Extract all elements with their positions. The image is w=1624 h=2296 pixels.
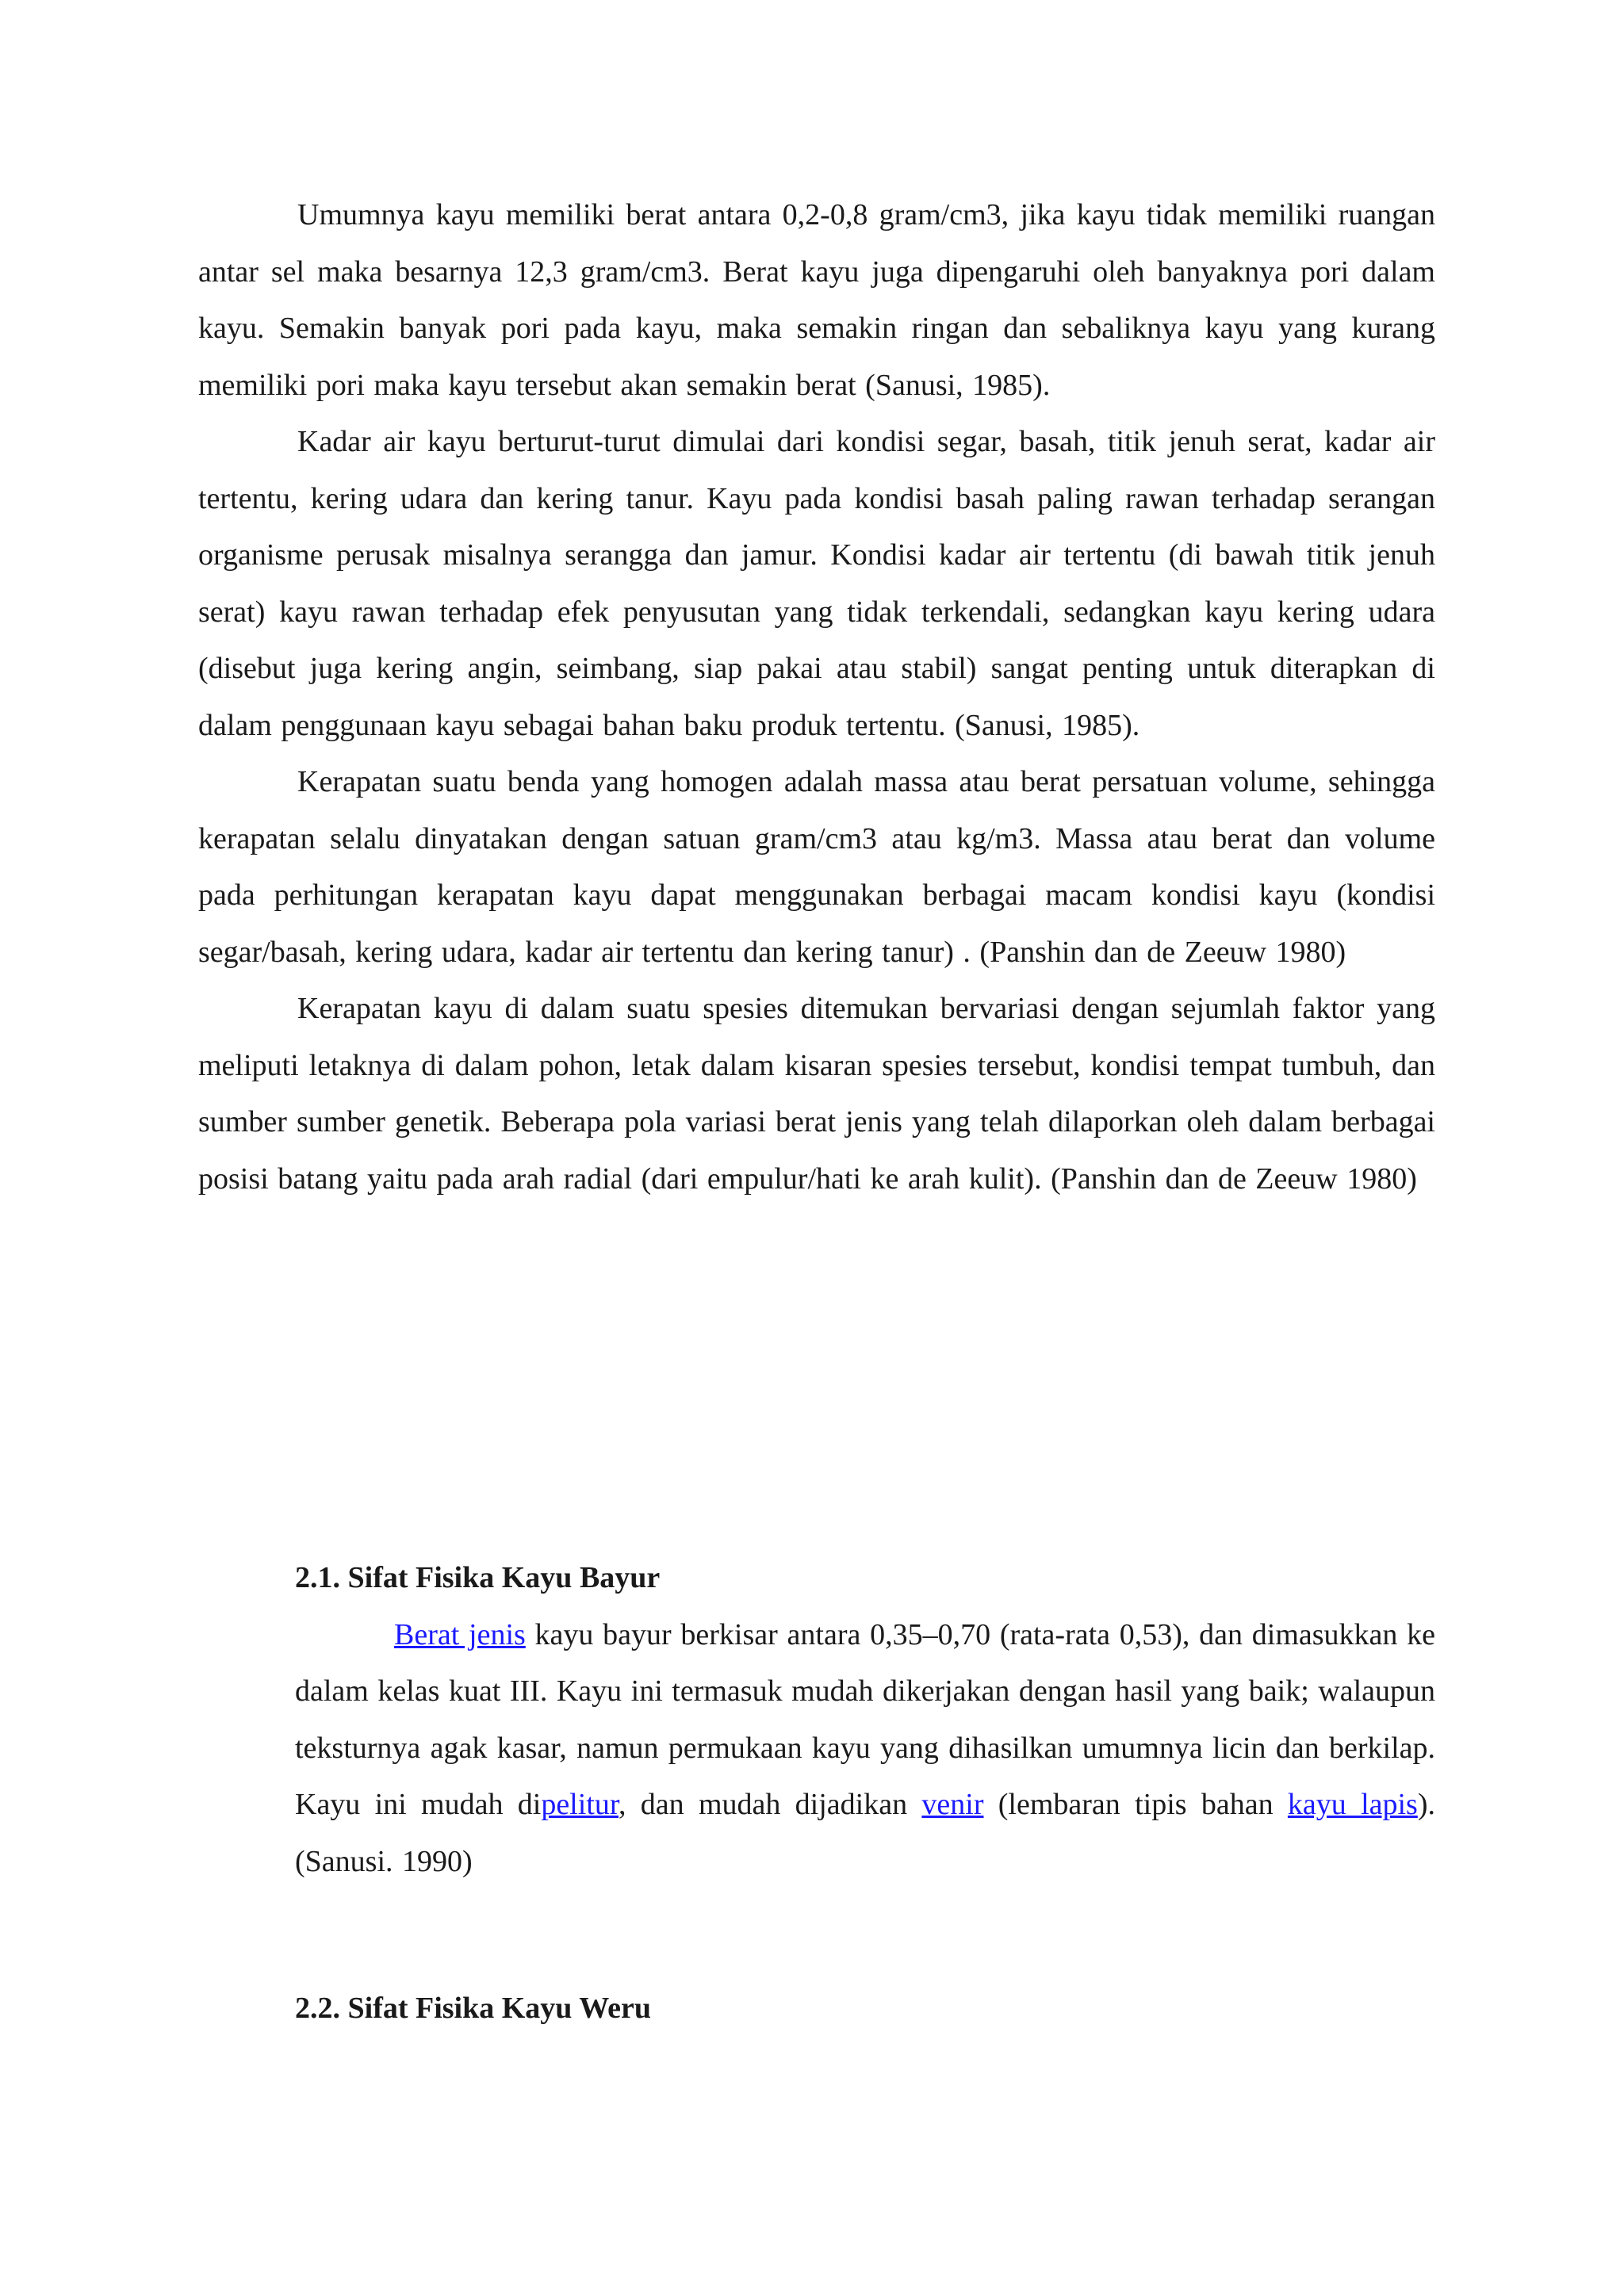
body-text-1: kayu bayur berkisar antara 0,35–0,70 (rata-rata 0,53), dan dimasukkan ke dalam kelas kuat III. Kayu ini termasuk mudah dikerjakan dengan hasil yang baik; walaupun teksturnya agak kasar, namun permukaan kayu yang dihasilkan umumnya licin dan berkilap. Kayu ini mudah di (295, 1617, 1436, 1821)
paragraph-kadar-air: Kadar air kayu berturut-turut dimulai dari kondisi segar, basah, titik jenuh serat, kadar air tertentu, kering udara dan kering tanur. Kayu pada kondisi basah paling rawan terhadap serangan organisme perusak misalnya serangga dan jamur. Kondisi kadar air tertentu (di bawah titik jenuh serat) kayu rawan terhadap efek penyusutan yang tidak terkendali, sedangkan kayu kering udara (disebut juga kering angin, seimbang, siap pakai atau stabil) sangat penting untuk diterapkan di dalam penggunaan kayu sebagai bahan baku produk tertentu. (Sanusi, 1985). (198, 425, 1435, 742)
main-text-block (198, 187, 1435, 1207)
paragraph-kerapatan-spesies: Kerapatan kayu di dalam suatu spesies ditemukan bervariasi dengan sejumlah faktor yang meliputi letaknya di dalam pohon, letak dalam kisaran spesies tersebut, kondisi tempat tumbuh, dan sumber sumber genetik. Beberapa pola variasi berat jenis yang telah dilaporkan oleh dalam berbagai posisi batang yaitu pada arah radial (dari empulur/hati ke arah kulit). (Panshin dan de Zeeuw 1980) (198, 992, 1435, 1196)
paragraph-berat-kayu: Umumnya kayu memiliki berat antara 0,2-0,8 gram/cm3, jika kayu tidak memiliki ruangan antar sel maka besarnya 12,3 gram/cm3. Berat kayu juga dipengaruhi oleh banyaknya pori dalam kayu. Semakin banyak pori pada kayu, maka semakin ringan dan sebaliknya kayu yang kurang memiliki pori maka kayu tersebut akan semakin berat (Sanusi, 1985). (198, 198, 1435, 402)
section-kayu-bayur (295, 1550, 1435, 1890)
body-text-2: , dan mudah dijadikan (618, 1788, 922, 1821)
section-body-kayu-bayur (295, 1607, 1435, 1891)
body-text-4: ). (Sanusi. 1990) (295, 1788, 1436, 1878)
link-venir[interactable]: venir (921, 1788, 984, 1821)
paragraph-kerapatan: Kerapatan suatu benda yang homogen adalah massa atau berat persatuan volume, sehingga kerapatan selalu dinyatakan dengan satuan gram/cm3 atau kg/m3. Massa atau berat dan volume pada perhitungan kerapatan kayu dapat menggunakan berbagai macam kondisi kayu (kondisi segar/basah, kering udara, kadar air tertentu dan kering tanur) . (Panshin dan de Zeeuw 1980) (198, 765, 1435, 969)
section-kayu-weru (295, 1980, 1435, 2038)
body-text-3: (lembaran tipis bahan (983, 1788, 1288, 1821)
section-heading-kayu-bayur: 2.1. Sifat Fisika Kayu Bayur (295, 1561, 661, 1594)
link-kayu-lapis[interactable]: kayu lapis (1287, 1788, 1418, 1821)
link-pelitur[interactable]: pelitur (541, 1788, 619, 1821)
section-heading-kayu-weru: 2.2. Sifat Fisika Kayu Weru (295, 1992, 652, 2025)
link-berat-jenis[interactable]: Berat jenis (394, 1617, 526, 1651)
